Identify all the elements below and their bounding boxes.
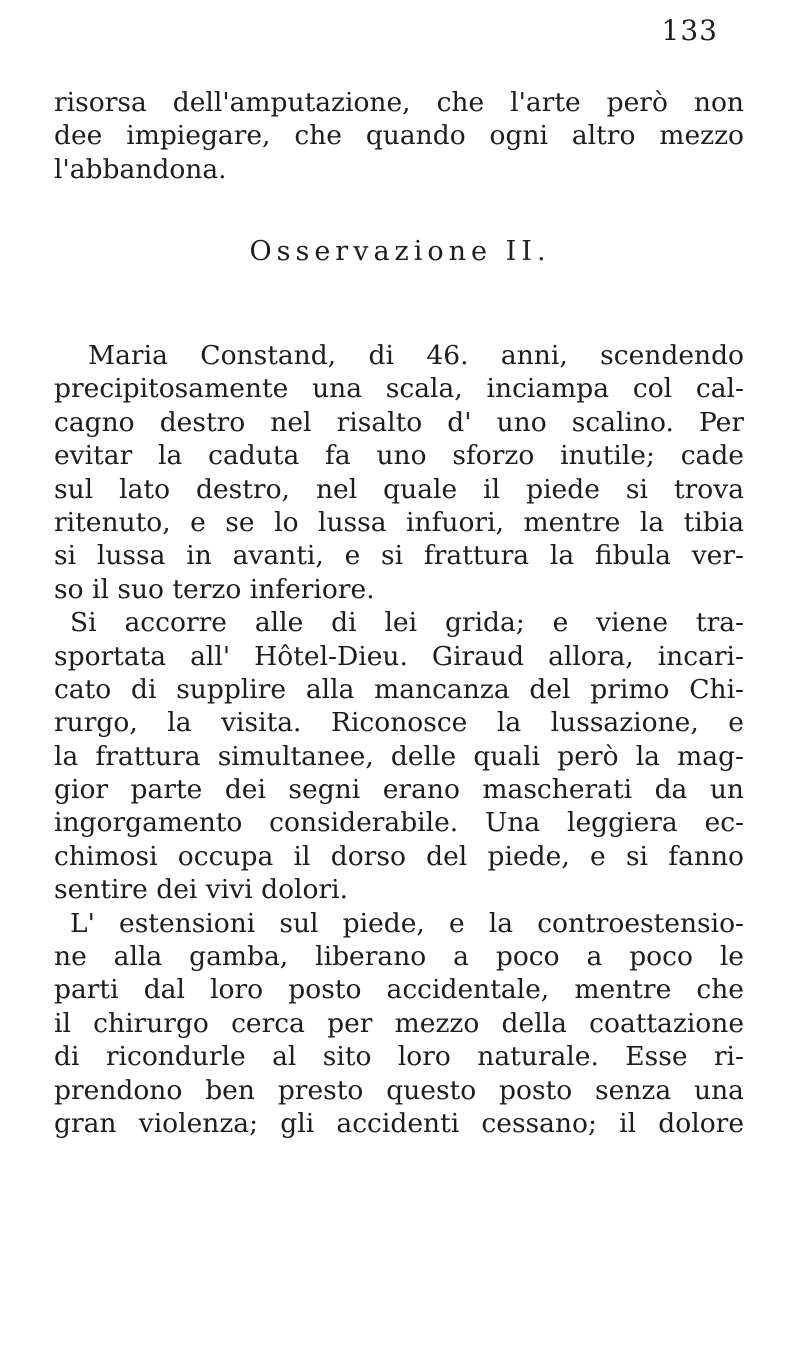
opening-paragraph <box>54 86 744 186</box>
text-line: sportata all' Hôtel-Dieu. Giraud allora, incari- <box>54 640 744 672</box>
text-line: Maria Constand, di 46. anni, scendendo <box>88 340 744 371</box>
text-line: gran violenza; gli accidenti cessano; il dolore <box>54 1107 744 1139</box>
text-line: ne alla gamba, liberano a poco a poco le <box>54 941 744 973</box>
text-line: ingorgamento considerabile. Una leggiera ec- <box>54 807 744 839</box>
text-line: L' estensioni sul piede, e la controestensio- <box>70 907 744 939</box>
text-line: sul lato destro, nel quale il piede si trova <box>54 473 744 505</box>
text-line: di ricondurle al sito loro naturale. Esse ri- <box>54 1041 744 1073</box>
text-line: rurgo, la visita. Riconosce la lussazione, e <box>54 707 744 739</box>
section-heading: Osservazione II. <box>249 236 551 267</box>
text-line: chimosi occupa il dorso del piede, e si fanno <box>54 840 744 872</box>
text-line: ritenuto, e se lo lussa infuori, mentre la tibia <box>54 506 744 538</box>
text-line: prendono ben presto questo posto senza una <box>54 1074 744 1106</box>
observation-body <box>54 339 744 1140</box>
text-line: cagno destro nel risalto d' uno scalino. Per <box>54 406 744 438</box>
text-line: precipitosamente una scala, inciampa col cal- <box>54 373 744 405</box>
text-line: Si accorre alle di lei grida; e viene tra- <box>70 607 744 639</box>
text-line: l'abbandona. <box>54 153 227 185</box>
text-line: si lussa in avanti, e si frattura la fibula ver- <box>54 540 744 572</box>
text-line: dee impiegare, che quando ogni altro mezzo <box>54 120 744 152</box>
text-line: so il suo terzo inferiore. <box>54 573 375 605</box>
text-line: sentire dei vivi dolori. <box>54 874 349 906</box>
text-line: parti dal loro posto accidentale, mentre che <box>54 974 744 1006</box>
text-line: la frattura simultanee, delle quali però la mag- <box>54 740 744 772</box>
text-line: gior parte dei segni erano mascherati da un <box>54 774 744 806</box>
page-number: 133 <box>661 14 718 47</box>
text-line: il chirurgo cerca per mezzo della coattazione <box>54 1007 744 1039</box>
text-line: cato di supplire alla mancanza del primo Chi- <box>54 673 744 705</box>
text-line: risorsa dell'amputazione, che l'arte però non <box>54 87 744 118</box>
text-line: evitar la caduta fa uno sforzo inutile; cade <box>54 440 744 472</box>
